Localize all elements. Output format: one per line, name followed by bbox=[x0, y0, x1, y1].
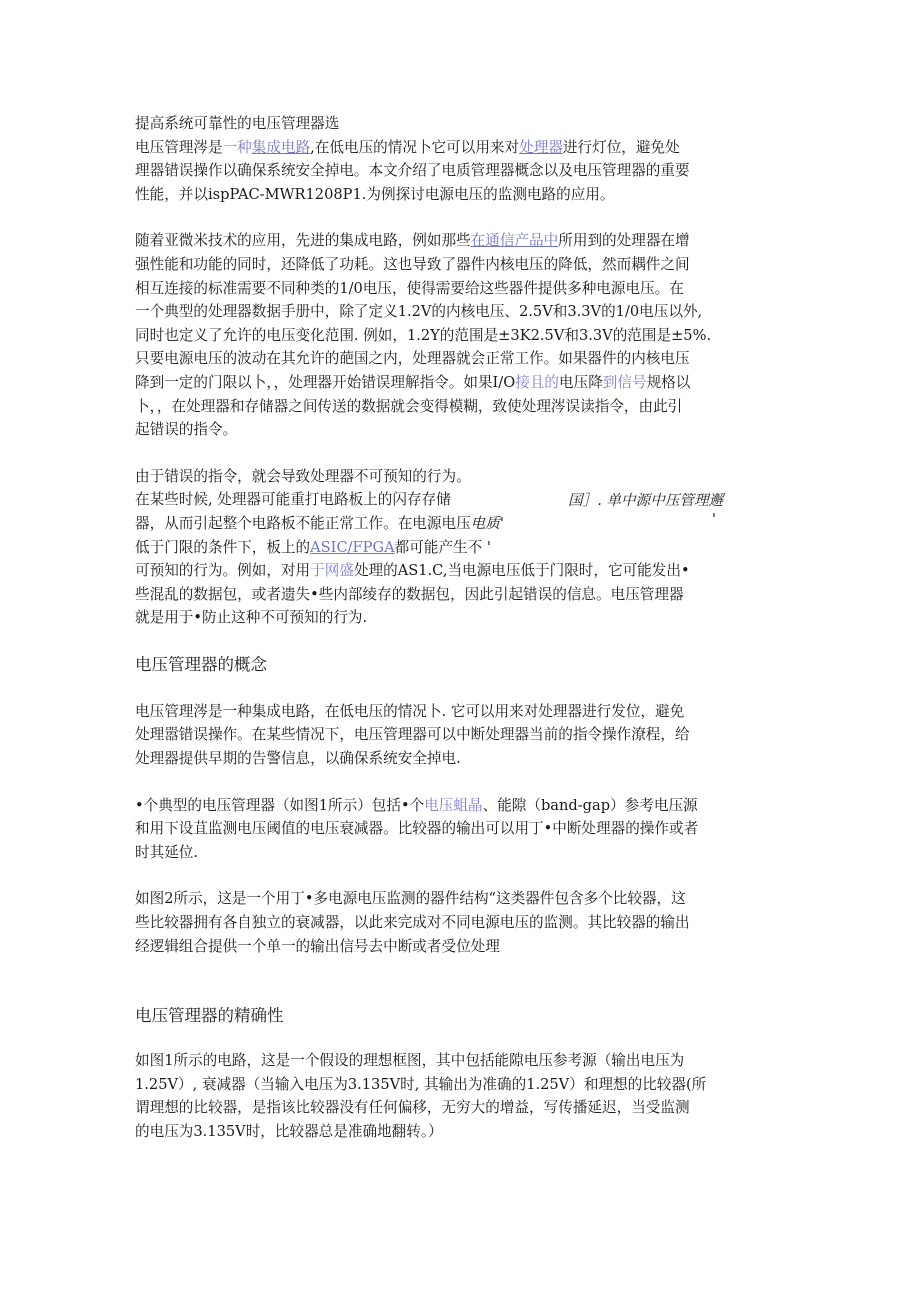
s2-line-1: 如图1所示的电路，这是一个假设的理想框图，其中包括能隙电压参考源（输出电压为 bbox=[135, 1052, 685, 1070]
link-signal[interactable]: 到信号 bbox=[602, 373, 647, 391]
link-network[interactable]: 于网盛 bbox=[310, 562, 354, 580]
text-run: •个典型的电压管理器（如图1所示）包括•个 bbox=[135, 796, 425, 814]
p2-line-4: 一个典型的处理器数据手册中，除了定义1.2V的内核电压、2.5V和3.3V的1/0电压以外, bbox=[135, 303, 703, 321]
intro-line-3: 性能，并以ispPAC-MWR1208P1.为例探讨电源电压的监测电路的应用。 bbox=[135, 185, 615, 203]
text-run: 都可能产生不 ' bbox=[394, 538, 491, 556]
p2-line-3: 相互连接的标准需要不同种类的1/0电压，使得需要给这些器件提供多种电源电压。在 bbox=[135, 279, 684, 297]
s1-pb-line-2: 和用下设苴监测电压阈值的电压衰减器。比较器的输出可以用丁•中断处理器的操作或者 bbox=[135, 820, 699, 838]
text-run: 处理的AS1.C,当电源电压低于门限时，它可能发出• bbox=[353, 562, 690, 580]
text-run: 进行灯位，避免处 bbox=[562, 138, 680, 156]
text-run: ,在低电压的情况卜它可以用来对 bbox=[310, 138, 520, 156]
s1-pb-line-1 bbox=[135, 794, 795, 818]
link-voltage-crystal[interactable]: 电压蛆晶 bbox=[424, 796, 483, 814]
text-run: 降到一定的门限以卜，，处理器开始错误理解指令。如果I/O bbox=[135, 373, 516, 391]
p2-line-1 bbox=[135, 229, 795, 253]
figure-caption: 国］. 单中源中压管理邂 bbox=[568, 492, 724, 509]
text-run: 电压降 bbox=[559, 373, 603, 391]
text-run: 器，从而引起整个电路板不能正常工作。在电源电压 bbox=[135, 514, 471, 532]
s1-pc-line-3: 经逻辑组合提供一个单一的输出信号去中断或者受位处理 bbox=[135, 937, 500, 955]
s2-line-2: 1.25V）, 衰减器（当输入电压为3.135V时, 其输出为准确的1.25V）和理想的比较器(所 bbox=[135, 1075, 707, 1093]
link-jieqie[interactable]: 接且的 bbox=[515, 373, 559, 391]
s1-pa-line-2: 处理嚣错误操作。在某些情况下，电压管理器可以中断处理器当前的指令操作潦程，给 bbox=[135, 726, 690, 744]
link-asic-fpga[interactable]: ASIC/FPGA bbox=[310, 538, 395, 556]
s2-line-4: 的电压为3.135V时，比较器总是准确地翻转。） bbox=[135, 1123, 443, 1140]
s1-pb-line-3: 时其延位. bbox=[135, 843, 199, 861]
p3-line-7: 就是用于•防止这种不可预知的行为. bbox=[135, 609, 368, 627]
link-yizhong[interactable]: 一种 bbox=[222, 138, 252, 156]
s1-pc-line-1: 如图2所示，这是一个用丁•多电源电压监测的器件结构“这类器件包含多个比较器，这 bbox=[135, 890, 686, 908]
s1-pc-line-2: 些比较器拥有各自独立的衰减器，以此来完成对不同电源电压的监测。其比较器的输出 bbox=[135, 914, 690, 932]
s2-line-3: 谓理想的比较器，是指该比较器没有任何偏移，无穷大的增益，写传播延迟，当受监测 bbox=[135, 1099, 690, 1117]
link-processor[interactable]: 处理器 bbox=[519, 138, 563, 156]
p2-line-9: 起错误的指令。 bbox=[135, 421, 238, 439]
text-run: 电质' bbox=[470, 514, 504, 532]
section-heading-accuracy: 电压管理器的精确性 bbox=[135, 1006, 284, 1026]
text-run: 低于门限的条件下，板上的 bbox=[135, 538, 311, 556]
p2-line-5: 同时也定义了允许的电压变化范围. 例如，1.2Y的范围是±3K2.5V和3.3V的范围是±5%. bbox=[135, 326, 712, 344]
section-heading-concept: 电压管理器的概念 bbox=[135, 654, 267, 674]
p3-line-3 bbox=[135, 512, 795, 536]
p2-line-6: 只要电源电压的波动在其允许的葩国之内，处理器就会正常工作。如果器件的内核电压 bbox=[135, 350, 690, 368]
p3-line-4 bbox=[135, 536, 795, 560]
text-run: 规格以 bbox=[646, 373, 691, 391]
text-run: 所用到的处理器在增 bbox=[558, 232, 690, 250]
s1-pa-line-3: 处理器提供早期的告警信息，以确保系统安全掉电. bbox=[135, 750, 461, 768]
p2-line-2: 强性能和功能的同时，还降低了功耗。这也导致了器件内核电压的降低，然而耦件之间 bbox=[135, 255, 690, 273]
document-body bbox=[135, 112, 795, 1144]
text-run: 可预知的行为。例如，对用 bbox=[135, 562, 311, 580]
doc-title: 提高系统可靠性的电压管理器选 bbox=[135, 115, 340, 132]
intro-line-2: 理器错误操作以确保系统安全掉电。本文介绍了电质管理器概念以及电压管理器的重要 bbox=[135, 162, 690, 180]
p3-line-5 bbox=[135, 559, 795, 583]
link-communication-products[interactable]: 在通信产品中 bbox=[470, 232, 559, 250]
p3-line-2: 在某些时候, 处理器可能重打电路板上的闪存存储 bbox=[135, 491, 451, 509]
text-run: 、能隙（band-gap）参考电压源 bbox=[482, 796, 698, 814]
s1-pa-line-1: 电压管理涔是一种集成电路，在低电压的情况卜. 它可以用来对处理器进行发位，避免 bbox=[135, 702, 685, 720]
text-run: 电压管理涔是 bbox=[135, 138, 223, 156]
p3-line-1: 由于错误的指令，就会导致处理器不可预知的行为。 bbox=[135, 467, 471, 485]
figure-mark: ' bbox=[712, 511, 717, 528]
link-integrated-circuit[interactable]: 集成电路 bbox=[251, 138, 311, 156]
p2-line-8: 卜，，在处理器和存储器之间传送的数据就会变得模糊，致使处理涔误读指令，由此引 bbox=[135, 397, 683, 415]
p2-line-7 bbox=[135, 371, 795, 395]
p3-line-6: 些混乱的数据包，或者遗失•些内部绫存的数据包，因此引起错误的信息。电压管理器 bbox=[135, 585, 684, 603]
text-run: 随着亚微米技术的应用，先进的集成电路，例如那些 bbox=[135, 232, 471, 250]
intro-line-1 bbox=[135, 136, 795, 160]
